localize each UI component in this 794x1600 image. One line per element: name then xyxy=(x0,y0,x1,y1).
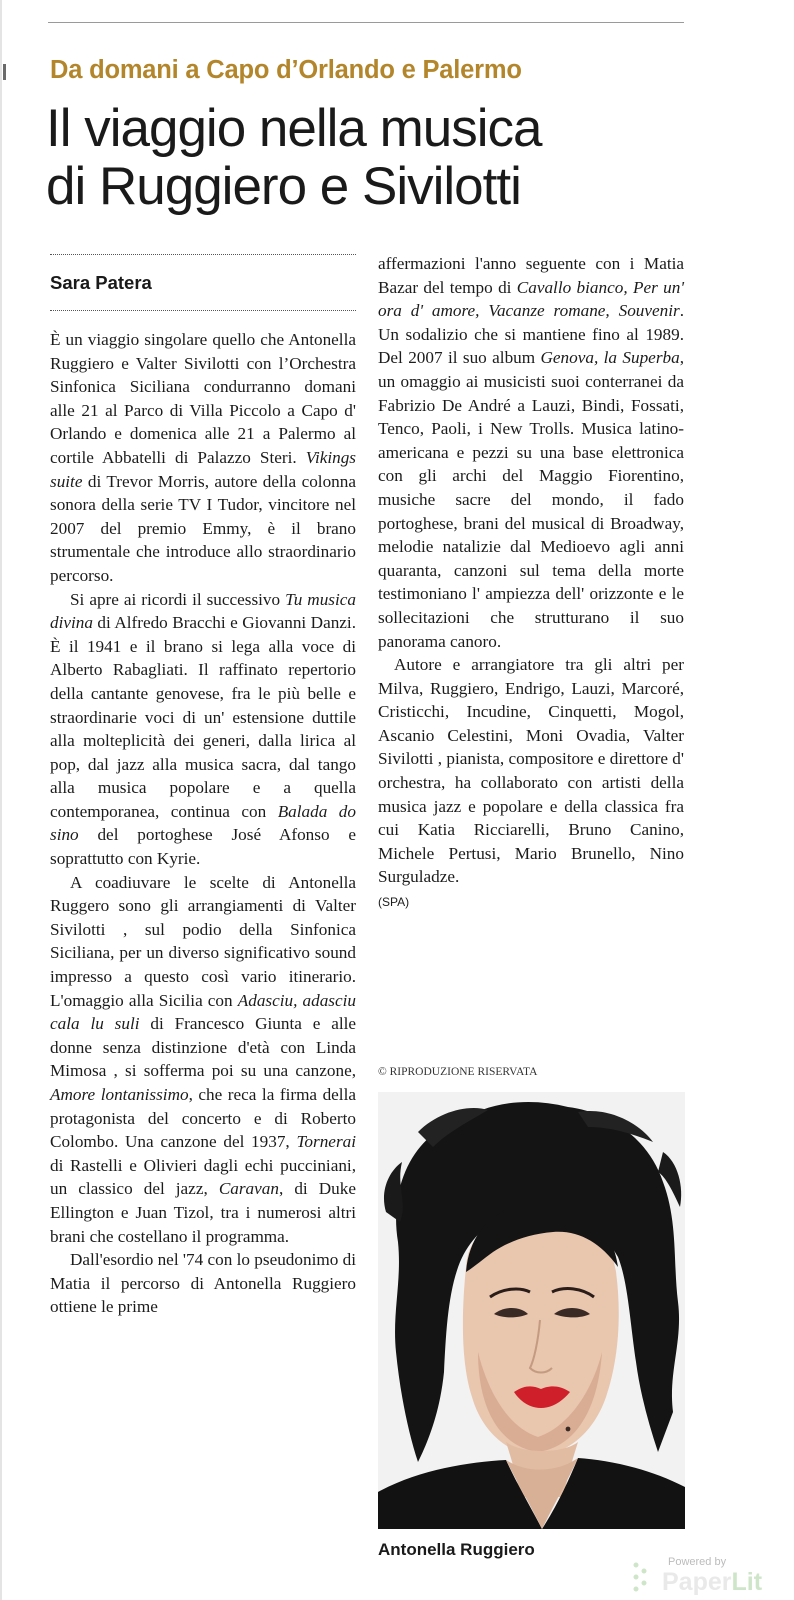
italic-title: Caravan xyxy=(218,1179,279,1199)
article-column-2 xyxy=(378,252,684,915)
italic-title: Adasciu, adasciu cala lu suli xyxy=(50,990,356,1034)
photo-caption: Antonella Ruggiero xyxy=(378,1540,535,1559)
kicker: Da domani a Capo d’Orlando e Palermo xyxy=(50,56,522,84)
paragraph xyxy=(378,653,684,889)
text-run: di Alfredo Bracchi e Giovanni Danzi. È il 1941 e il brano si lega alla voce di Alberto Rabagliati. Il raffinato repertorio della cantante genovese, fra le più belle e straordinarie voci di un' estensione duttile alla molteplicità dei generi, dalla lirica al pop, dal jazz alla musica sacra, dal tango alla musica popolare e a quella contemporanea, continua con xyxy=(50,613,356,821)
text-run: Autore e arrangiatore tra gli altri per Milva, Ruggiero, Endrigo, Lauzi, Marcoré, Cristicchi, Incudine, Cinquetti, Mogol, Ascanio Celestini, Moni Ovadia, Valter Sivilotti , pianista, compositore e direttore d' orchestra, ha collaborato con artisti della musica jazz e popolare e della classica fra cui Katia Ricciarelli, Bruno Canino, Michele Pertusi, Mario Brunello, Nino Surguladze. xyxy=(378,655,684,887)
top-rule xyxy=(48,22,684,23)
italic-title: Vikings suite xyxy=(50,447,356,491)
italic-title: Tornerai xyxy=(296,1132,356,1152)
text-run: . Un sodalizio che si mantiene fino al 1989. Del 2007 il suo album xyxy=(378,301,684,368)
italic-title: Balada do sino xyxy=(50,801,356,845)
text-run: affermazioni l'anno seguente con i Matia Bazar del tempo di xyxy=(378,254,684,297)
paragraph xyxy=(50,328,356,588)
italic-title: Tu musica divina xyxy=(50,589,356,633)
page-edge xyxy=(0,0,2,1600)
text-run: , un omaggio ai musicisti suoi conterranei da Fabrizio De André a Lauzi, Bindi, Fossati, Tenco, Paoli, i New Trolls. Musica latino- americana e pezzi su una base elettronica con gli archi del Maggio Fiorentino, musiche sacre del mondo, il fado portoghese, brani del musical di Broadway, melodie natalizie dal Medioevo agli anni quaranta, canzoni sul tema della morte testimoniano l' ampiezza dell' orizzonte e le sollecitazioni che strutturano il suo panorama canoro. xyxy=(378,348,684,651)
copyright-notice: © RIPRODUZIONE RISERVATA xyxy=(378,1066,538,1078)
text-run: , che reca la firma della protagonista del concerto e di Roberto Colombo. Una canzone del 1937, xyxy=(50,1085,356,1152)
paperlit-logo-icon xyxy=(630,1560,658,1596)
paragraph xyxy=(50,871,356,1249)
watermark-name xyxy=(662,1568,762,1597)
article-column-1 xyxy=(50,328,356,1319)
text-run: Si apre ai ricordi il successivo xyxy=(70,589,286,609)
text-run: Dall'esordio nel '74 con lo pseudonimo di Matia il percorso di Antonella Ruggiero ottiene le prime xyxy=(50,1250,356,1317)
portrait-photo xyxy=(378,1092,685,1529)
text-run: di Rastelli e Olivieri dagli echi pucciniani, un classico del jazz, xyxy=(50,1155,356,1199)
text-run: È un viaggio singolare quello che Antonella Ruggiero e Valter Sivilotti con l’Orchestra Sinfonica Siciliana condurranno domani alle 21 al Parco di Villa Piccolo a Capo d' Orlando e domenica alle 21 a Palermo al cortile Abbatelli di Palazzo Steri. xyxy=(50,330,356,467)
italic-title: Genova, la Superba xyxy=(540,348,680,368)
paragraph xyxy=(50,1248,356,1319)
dotted-rule xyxy=(50,310,356,311)
headline xyxy=(46,100,746,216)
paragraph xyxy=(50,588,356,871)
paragraph xyxy=(378,252,684,653)
text-run: di Francesco Giunta e alle donne senza distinzione d'età con Linda Mimosa , si sofferma poi su una canzone, xyxy=(50,1014,356,1081)
dotted-rule xyxy=(50,254,356,255)
paperlit-watermark xyxy=(630,1552,790,1596)
watermark-powered: Powered by xyxy=(668,1556,727,1568)
italic-title: Amore lontanissimo xyxy=(50,1085,189,1104)
watermark-name-part: Lit xyxy=(731,1568,763,1596)
text-run: del portoghese José Afonso e soprattutto con Kyrie. xyxy=(50,825,356,869)
headline-line-1: Il viaggio nella musica xyxy=(46,99,542,158)
column-marker xyxy=(3,64,6,80)
byline: Sara Patera xyxy=(50,272,152,293)
italic-title: Cavallo bianco, Per un' ora d' amore, Vacanze romane, Souvenir xyxy=(378,277,684,321)
text-run: A coadiuvare le scelte di Antonella Ruggero sono gli arrangiamenti di Valter Sivilotti , sul podio della Sinfonica Siciliana, per un diverso significativo sound impresso a questo così vario itinerario. L'omaggio alla Sicilia con xyxy=(50,872,356,1010)
watermark-name-part: Paper xyxy=(662,1568,732,1596)
agency-credit: (SPA) xyxy=(378,895,410,910)
text-run: , di Duke Ellington e Juan Tizol, tra i numerosi altri brani che costellano il programma. xyxy=(50,1179,356,1246)
text-run: di Trevor Morris, autore della colonna sonora della serie TV I Tudor, vincitore nel 2007 del premio Emmy, è il brano strumentale che introduce allo straordinario percorso. xyxy=(50,471,356,585)
headline-line-2: di Ruggiero e Sivilotti xyxy=(46,157,521,216)
